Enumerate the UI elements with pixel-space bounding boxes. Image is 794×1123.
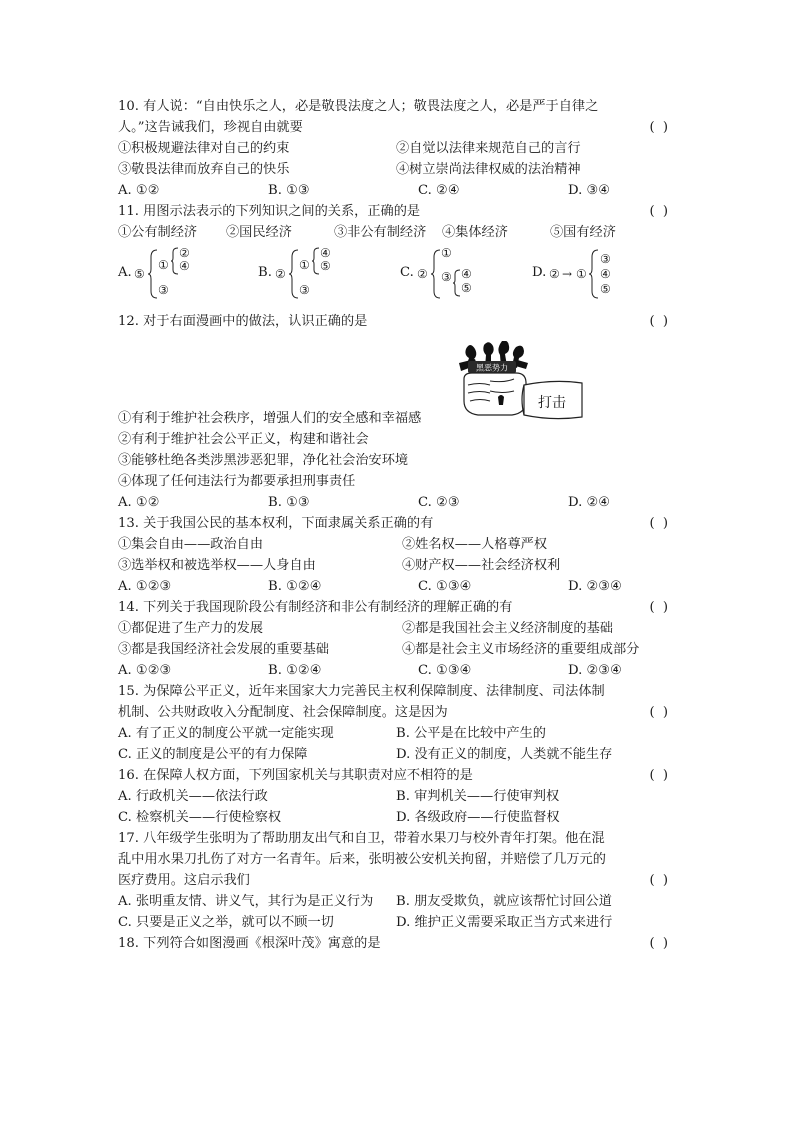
- q14-options: A. ①②③ B. ①②④ C. ①③④ D. ②③④: [118, 663, 622, 678]
- brace-icon: [289, 249, 299, 299]
- brace-icon: [148, 249, 158, 299]
- q12-options: A. ①② B. ①③ C. ②③ D. ②④: [118, 495, 611, 510]
- q11-stem: 11. 用图示法表示的下列知识之间的关系，正确的是 ( ): [118, 201, 674, 222]
- q12-item-1: ①有利于维护社会秩序，增强人们的安全感和幸福感: [118, 411, 422, 426]
- q11-diagram-a: A. ⑤ ① ② ④ ③: [118, 246, 190, 297]
- brace-icon: [453, 269, 461, 297]
- q12-item-4: ④体现了任何违法行为都要承担刑事责任: [118, 474, 356, 489]
- q12-item-3: ③能够杜绝各类涉黑涉恶犯罪，净化社会治安环境: [118, 453, 409, 468]
- q10-options: A. ①② B. ①③ C. ②④ D. ③④: [118, 183, 611, 198]
- q10-items-row1: ①积极规避法律对自己的约束 ②自觉以法律来规范自己的言行: [118, 141, 581, 156]
- q15-answer-paren: ( ): [649, 705, 670, 720]
- q12-item-2: ②有利于维护社会公平正义，构建和谐社会: [118, 432, 369, 447]
- q11-diagrams: [118, 247, 674, 309]
- brace-icon: [431, 249, 441, 299]
- brace-icon: [589, 249, 599, 299]
- q17-stem: 17. 八年级学生张明为了帮助朋友出气和自卫，带着水果刀与校外青年打架。他在混乱中用水果刀扎伤了对方一名青年。后来，张明被公安机关拘留，并赔偿了几万元的医疗费用。这启示我们 ( ): [118, 828, 674, 891]
- q18-stem: 18. 下列符合如图漫画《根深叶茂》寓意的是 ( ): [118, 933, 674, 954]
- q11-items: ①公有制经济 ②国民经济 ③非公有制经济 ④集体经济 ⑤国有经济: [118, 225, 616, 240]
- q17-answer-paren: ( ): [649, 873, 670, 888]
- cartoon-banner-text: 黑恶势力: [476, 363, 508, 373]
- q15-options-row1: A. 有了正义的制度公平就一定能实现 B. 公平是在比较中产生的: [118, 726, 546, 741]
- q16-options-row1: A. 行政机关——依法行政 B. 审判机关——行使审判权: [118, 789, 560, 804]
- q11-diagram-c: C. ② ① ③ ④ ⑤: [400, 247, 530, 305]
- q13-items-row1: ①集会自由——政治自由 ②姓名权——人格尊严权: [118, 537, 548, 552]
- q18-answer-paren: ( ): [649, 936, 670, 951]
- q16-options-row2: C. 检察机关——行使检察权 D. 各级政府——行使监督权: [118, 810, 560, 825]
- q14-answer-paren: ( ): [649, 600, 670, 615]
- q12-answer-paren: ( ): [649, 314, 670, 329]
- q12-block: [118, 311, 674, 513]
- q14-items-row2: ③都是我国经济社会发展的重要基础 ④都是社会主义市场经济的重要组成部分: [118, 642, 640, 657]
- q14-stem: 14. 下列关于我国现阶段公有制经济和非公有制经济的理解正确的有 ( ): [118, 597, 674, 618]
- q13-stem: 13. 关于我国公民的基本权利，下面隶属关系正确的有 ( ): [118, 513, 674, 534]
- q11-diagram-d: D. ② → ① ③ ④ ⑤: [532, 247, 662, 305]
- q11-diagram-b: B. ② ① ④ ⑤ ③: [258, 246, 331, 297]
- q14-items-row1: ①都促进了生产力的发展 ②都是我国社会主义经济制度的基础: [118, 621, 613, 636]
- q16-stem: 16. 在保障人权方面，下列国家机关与其职责对应不相符的是 ( ): [118, 765, 674, 786]
- exam-page: [118, 96, 674, 954]
- q17-options-row2: C. 只要是正义之举，就可以不顾一切 D. 维护正义需要采取正当方式来进行: [118, 915, 613, 930]
- arrow-right-icon: →: [562, 267, 573, 281]
- q16-answer-paren: ( ): [649, 768, 670, 783]
- brace-icon: [171, 247, 179, 275]
- q11-answer-paren: ( ): [649, 204, 670, 219]
- cartoon-cuff-text: 打击: [538, 395, 566, 411]
- q15-options-row2: C. 正义的制度是公平的有力保障 D. 没有正义的制度，人类就不能生存: [118, 747, 613, 762]
- q13-items-row2: ③选举权和被选举权——人身自由 ④财产权——社会经济权利: [118, 558, 561, 573]
- q12-stem: 12. 对于右面漫画中的做法，认识正确的是 ( ): [118, 311, 674, 332]
- q17-options-row1: A. 张明重友情、讲义气，其行为是正义行为 B. 朋友受欺负，就应该帮忙讨回公道: [118, 894, 612, 909]
- q10-stem: 10. 有人说：“自由快乐之人，必是敬畏法度之人；敬畏法度之人，必是严于自律之人。”这告诫我们，珍视自由就要 ( ): [118, 96, 674, 138]
- q10-answer-paren: ( ): [649, 120, 670, 135]
- q10-items-row2: ③敬畏法律而放弃自己的快乐 ④树立崇尚法律权威的法治精神: [118, 162, 581, 177]
- q15-stem: 15. 为保障公平正义，近年来国家大力完善民主权利保障制度、法律制度、司法体制机制、公共财政收入分配制度、社会保障制度。这是因为 ( ): [118, 681, 674, 723]
- q13-answer-paren: ( ): [649, 516, 670, 531]
- q13-options: A. ①②③ B. ①②④ C. ①③④ D. ②③④: [118, 579, 622, 594]
- brace-icon: [312, 247, 320, 275]
